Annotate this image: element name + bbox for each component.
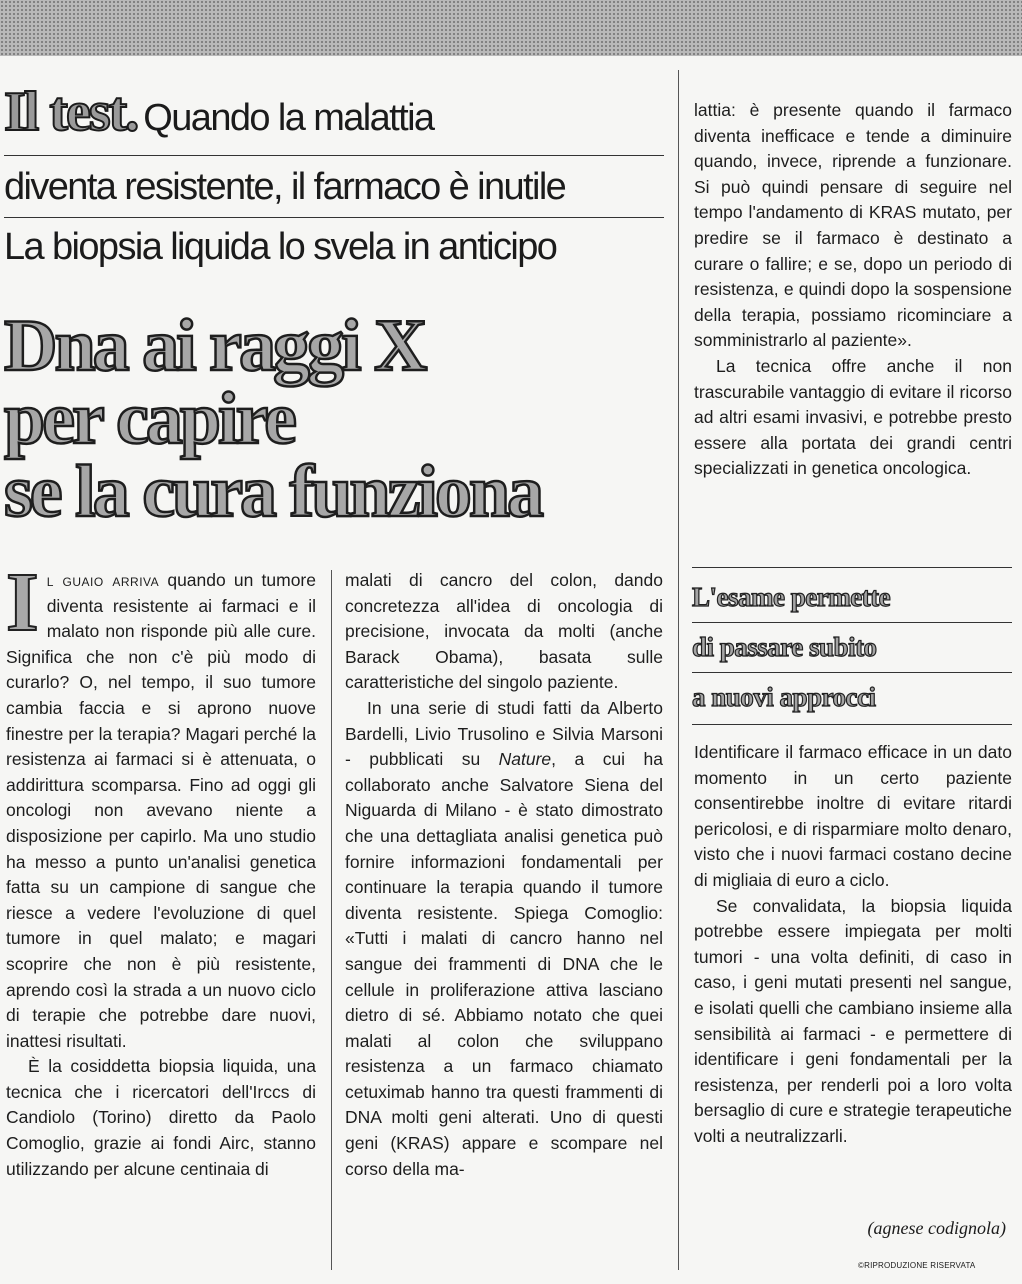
paragraph: Il guaio arriva quando un tumore diventa resistente ai farmaci e il malato non risponde più alle cure. Significa che non c'è più modo di curarlo? O, nel tempo, il suo tumore cambia faccia e si aprono nuove finestre per la terapia? Magari perché la resistenza ai farmaci si è attenuata, o addirittura scomparsa. Fino ad oggi gli oncologi non avevano niente a disposizione per capirlo. Ma uno studio ha messo a punto un'analisi genetica fatta su un campione di sangue che riesce a vedere l'evoluzione di quel tumore in quel malato; e magari scoprire che non è più resistente, aprendo così la strada a un nuovo ciclo di terapie che potrebbe dare nuovi, inattesi risultati.: [6, 556, 316, 1051]
paragraph: Se convalidata, la biopsia liquida potrebbe essere impiegata per molti tumori - una volta definiti, di caso in caso, i geni mutati presenti nel sangue, e isolati quelli che cambiano insieme alla sensibilità ai farmaci - e permettere di identificare i geni fondamentali per la resistenza, per renderli poi a loro volta bersaglio di cure e strategie terapeutiche volti a neutralizzarli.: [694, 895, 1012, 1146]
paragraph: malati di cancro del colon, dando concretezza all'idea di oncologia di precisione, invocata da molti (anche Barack Obama), basata sulle caratteristiche del singolo paziente.: [345, 570, 663, 693]
deck-text-1: Quando la malattia: [143, 97, 434, 139]
deck-rule-1: [4, 155, 664, 156]
pullquote-rule-top: [692, 567, 1012, 568]
paragraph: La tecnica offre anche il non trascurabile vantaggio di evitare il ricorso ad altri esami invasivi, e potrebbe presto essere alla portata dei grandi centri specializzati in genetica oncologica.: [694, 355, 1012, 479]
author-signature: (agnese codignola): [867, 1218, 1006, 1238]
body-column-2: [345, 568, 663, 1182]
drop-cap: I: [6, 556, 39, 649]
deck-rule-2: [4, 217, 664, 218]
section-label: Il test.: [4, 81, 138, 143]
deck-line-3: La biopsia liquida lo svela in anticipo: [4, 226, 557, 268]
pullquote-line-2: di passare subito: [692, 632, 877, 662]
deck-line-1: [4, 80, 664, 144]
paragraph: Identificare il farmaco efficace in un dato momento in un certo paziente consentirebbe inoltre di evitare ritardi pericolosi, e di risparmiare molto denaro, visto che i nuovi farmaci costano decine di migliaia di euro a ciclo.: [694, 742, 1012, 890]
pullquote-line-3: a nuovi approcci: [692, 682, 876, 712]
column-divider-2: [678, 70, 679, 1270]
paragraph: lattia: è presente quando il farmaco diventa inefficace e tende a diminuire quando, invece, riprende a funzionare. Si può quindi pensare di seguire nel tempo l'andamento di KRAS mutato, per predire se il farmaco è destinato a curare o fallire; e se, dopo un periodo di resistenza, e quindi dopo la sospensione della terapia, possiamo ricominciare a somministrarlo al paziente».: [694, 100, 1012, 351]
lead-in: l guaio arriva: [46, 570, 160, 590]
pullquote-rule-bottom: [692, 724, 1012, 725]
headline-line-2: per capire: [4, 378, 294, 460]
halftone-header-band: [0, 0, 1022, 56]
copyright-notice: ©RIPRODUZIONE RISERVATA: [858, 1261, 976, 1270]
deck-line-2: diventa resistente, il farmaco è inutile: [4, 166, 566, 208]
pullquote-rule-1: [692, 622, 1012, 623]
paragraph: In una serie di studi fatti da Alberto Bardelli, Livio Trusolino e Silvia Marsoni - pubblicati su Nature, a cui ha collaborato anche Salvatore Siena del Niguarda di Milano - è stato dimostrato che una dettagliata analisi genetica può fornire informazioni fondamentali per continuare la terapia quando il tumore diventa resistente. Spiega Comoglio: «Tutti i malati di cancro hanno nel sangue dei frammenti di DNA che le cellule in proliferazione attiva lasciano dietro di sé. Abbiamo notato che quei malati al colon che sviluppano resistenza a un farmaco chiamato cetuximab hanno tra questi frammenti di DNA molti geni alterati. Uno di questi geni (KRAS) appare e scompare nel corso della ma-: [345, 697, 663, 1179]
body-column-1: [6, 556, 316, 1182]
headline: [4, 305, 674, 533]
pullquote-rule-2: [692, 672, 1012, 673]
column-divider-1: [331, 570, 332, 1270]
body-column-3: [694, 98, 1012, 482]
body-column-3b: [694, 740, 1012, 1150]
pullquote-line-1: L'esame permette: [692, 582, 891, 612]
journal-name: Nature: [498, 749, 552, 770]
headline-line-3: se la cura funziona: [4, 451, 542, 533]
headline-line-1: Dna ai raggi X: [4, 305, 425, 387]
paragraph: È la cosiddetta biopsia liquida, una tecnica che i ricercatori dell'Irccs di Candiolo (Torino) diretto da Paolo Comoglio, grazie ai fondi Airc, stanno utilizzando per alcune centinaia di: [6, 1056, 316, 1179]
